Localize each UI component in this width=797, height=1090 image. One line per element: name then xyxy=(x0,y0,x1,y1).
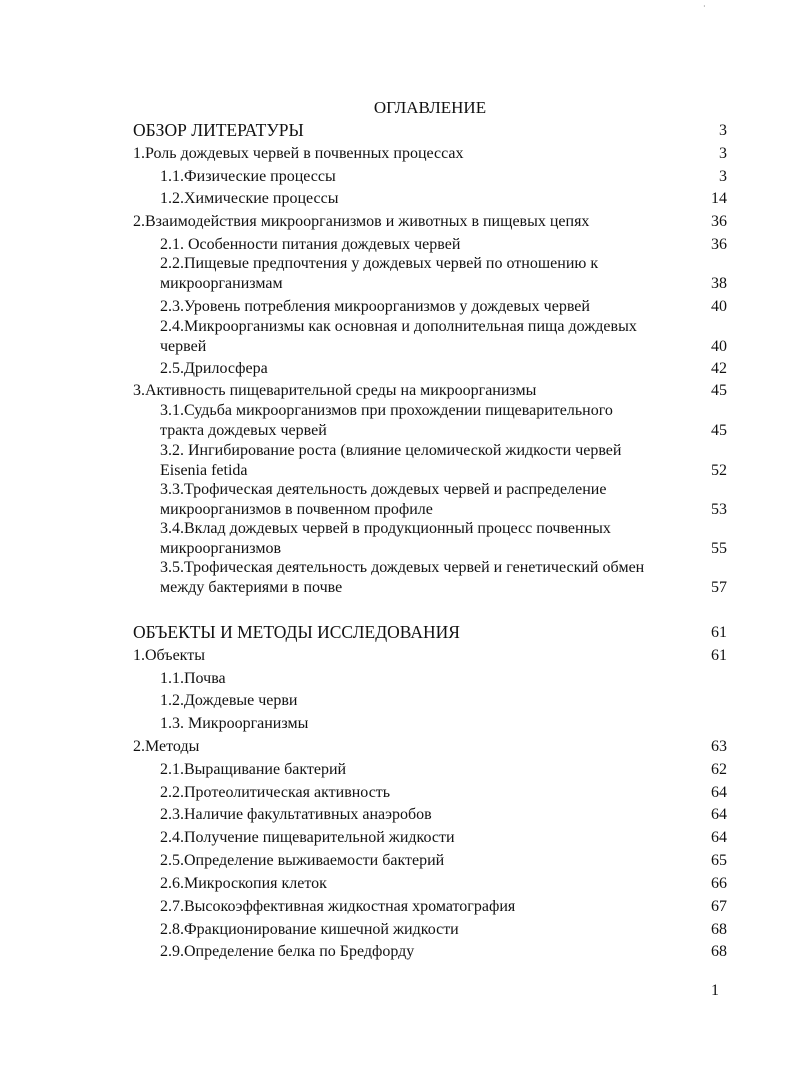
toc-entry-title: 1.3. Микроорганизмы xyxy=(160,715,309,732)
toc-entry-line: 2.2.Пищевые предпочтения у дождевых червей по отношению к xyxy=(160,255,599,272)
toc-entry-line: микроорганизмам xyxy=(160,274,283,292)
toc-entry-title xyxy=(160,441,621,480)
toc-page-number: 38 xyxy=(711,275,727,292)
toc-page-number: 63 xyxy=(711,738,727,755)
toc-entry-line: 3.3.Трофическая деятельность дождевых червей и распределение xyxy=(160,481,607,498)
toc-entry-title xyxy=(160,254,598,293)
toc-entry-title xyxy=(160,317,637,356)
toc-page-number: 55 xyxy=(711,540,727,557)
toc-entry-title: 2.7.Высокоэффективная жидкостная хроматография xyxy=(160,898,516,915)
toc-entry-title: 1.1.Физические процессы xyxy=(160,168,336,185)
toc-page-number: 65 xyxy=(711,852,727,869)
toc-page-number: 61 xyxy=(711,624,727,641)
toc-entry-line: 3.2. Ингибирование роста (влияние целомической жидкости червей xyxy=(160,442,622,459)
toc-entry-title: 1.2.Дождевые черви xyxy=(160,692,298,709)
toc-entry-line: 3.5.Трофическая деятельность дождевых червей и генетический обмен xyxy=(160,559,645,576)
toc-entry-title: 2.5.Определение выживаемости бактерий xyxy=(160,852,445,869)
toc-entry-line: Eisenia fetida xyxy=(160,461,248,479)
toc-entry-title: 2.4.Получение пищеварительной жидкости xyxy=(160,829,455,846)
toc-page-number: 3 xyxy=(719,168,727,185)
toc-page-number: 64 xyxy=(711,806,727,823)
toc-entry-title xyxy=(160,480,606,519)
toc-entry-line: между бактериями в почве xyxy=(160,578,343,596)
toc-page-number: 68 xyxy=(711,943,727,960)
toc-entry-line: 2.4.Микроорганизмы как основная и дополнительная пища дождевых xyxy=(160,318,637,335)
toc-title: ОГЛАВЛЕНИЕ xyxy=(373,98,487,117)
toc-entry-title: 2.3.Уровень потребления микроорганизмов у дождевых червей xyxy=(160,298,590,315)
toc-page-number: 57 xyxy=(711,579,727,596)
toc-page-number: 3 xyxy=(719,145,727,162)
toc-entry-title: 2.5.Дрилосфера xyxy=(160,360,268,377)
toc-page-number: 61 xyxy=(711,647,727,664)
toc-entry-title: 1.Роль дождевых червей в почвенных процессах xyxy=(133,145,464,162)
toc-entry-title: 2.Взаимодействия микроорганизмов и животных в пищевых цепях xyxy=(133,213,590,230)
toc-entry-title: 1.2.Химические процессы xyxy=(160,190,339,207)
toc-section-heading: ОБЪЕКТЫ И МЕТОДЫ ИССЛЕДОВАНИЯ xyxy=(133,622,460,642)
toc-entry-title: 2.1.Выращивание бактерий xyxy=(160,761,347,778)
toc-page-number: 40 xyxy=(711,338,727,355)
toc-page-number: 53 xyxy=(711,501,727,518)
toc-page-number: 62 xyxy=(711,761,727,778)
toc-entry-line: червей xyxy=(160,337,207,355)
toc-entry-title xyxy=(160,401,613,440)
toc-entry-title: 2.2.Протеолитическая активность xyxy=(160,784,391,801)
toc-entry-title xyxy=(160,558,644,597)
toc-page-number: 45 xyxy=(711,422,727,439)
toc-entry-title: 1.1.Почва xyxy=(160,670,226,687)
toc-page-number: 42 xyxy=(711,360,727,377)
page-number: 1 xyxy=(711,982,719,999)
toc-page-number: 66 xyxy=(711,875,727,892)
scan-mark: · xyxy=(703,2,706,11)
toc-entry-title: 2.Методы xyxy=(133,738,200,755)
toc-page-number: 14 xyxy=(711,190,727,207)
toc-page-number: 36 xyxy=(711,213,727,230)
toc-entry-title: 1.Объекты xyxy=(133,647,205,664)
toc-entry-title: 2.8.Фракционирование кишечной жидкости xyxy=(160,921,459,938)
toc-entry-title: 2.9.Определение белка по Бредфорду xyxy=(160,943,415,960)
toc-entry-title: 3.Активность пищеварительной среды на микроорганизмы xyxy=(133,382,537,399)
toc-entry-line: микроорганизмов xyxy=(160,539,282,557)
toc-page-number: 36 xyxy=(711,236,727,253)
toc-page-number: 68 xyxy=(711,921,727,938)
toc-page-number: 64 xyxy=(711,784,727,801)
toc-entry-title: 2.6.Микроскопия клеток xyxy=(160,875,327,892)
toc-entry-title: 2.1. Особенности питания дождевых червей xyxy=(160,236,461,253)
toc-page-number: 52 xyxy=(711,462,727,479)
toc-entry-line: 3.4.Вклад дождевых червей в продукционный процесс почвенных xyxy=(160,520,611,537)
toc-entry-title xyxy=(160,519,611,558)
toc-page-number: 3 xyxy=(719,122,727,139)
toc-entry-line: микроорганизмов в почвенном профиле xyxy=(160,500,433,518)
toc-entry-title: 2.3.Наличие факультативных анаэробов xyxy=(160,806,432,823)
toc-section-heading: ОБЗОР ЛИТЕРАТУРЫ xyxy=(133,120,304,140)
toc-page-number: 64 xyxy=(711,829,727,846)
toc-page-number: 40 xyxy=(711,298,727,315)
toc-page-number: 67 xyxy=(711,898,727,915)
toc-page-number: 45 xyxy=(711,382,727,399)
toc-entry-line: тракта дождевых червей xyxy=(160,421,327,439)
toc-entry-line: 3.1.Судьба микроорганизмов при прохождении пищеварительного xyxy=(160,402,613,419)
